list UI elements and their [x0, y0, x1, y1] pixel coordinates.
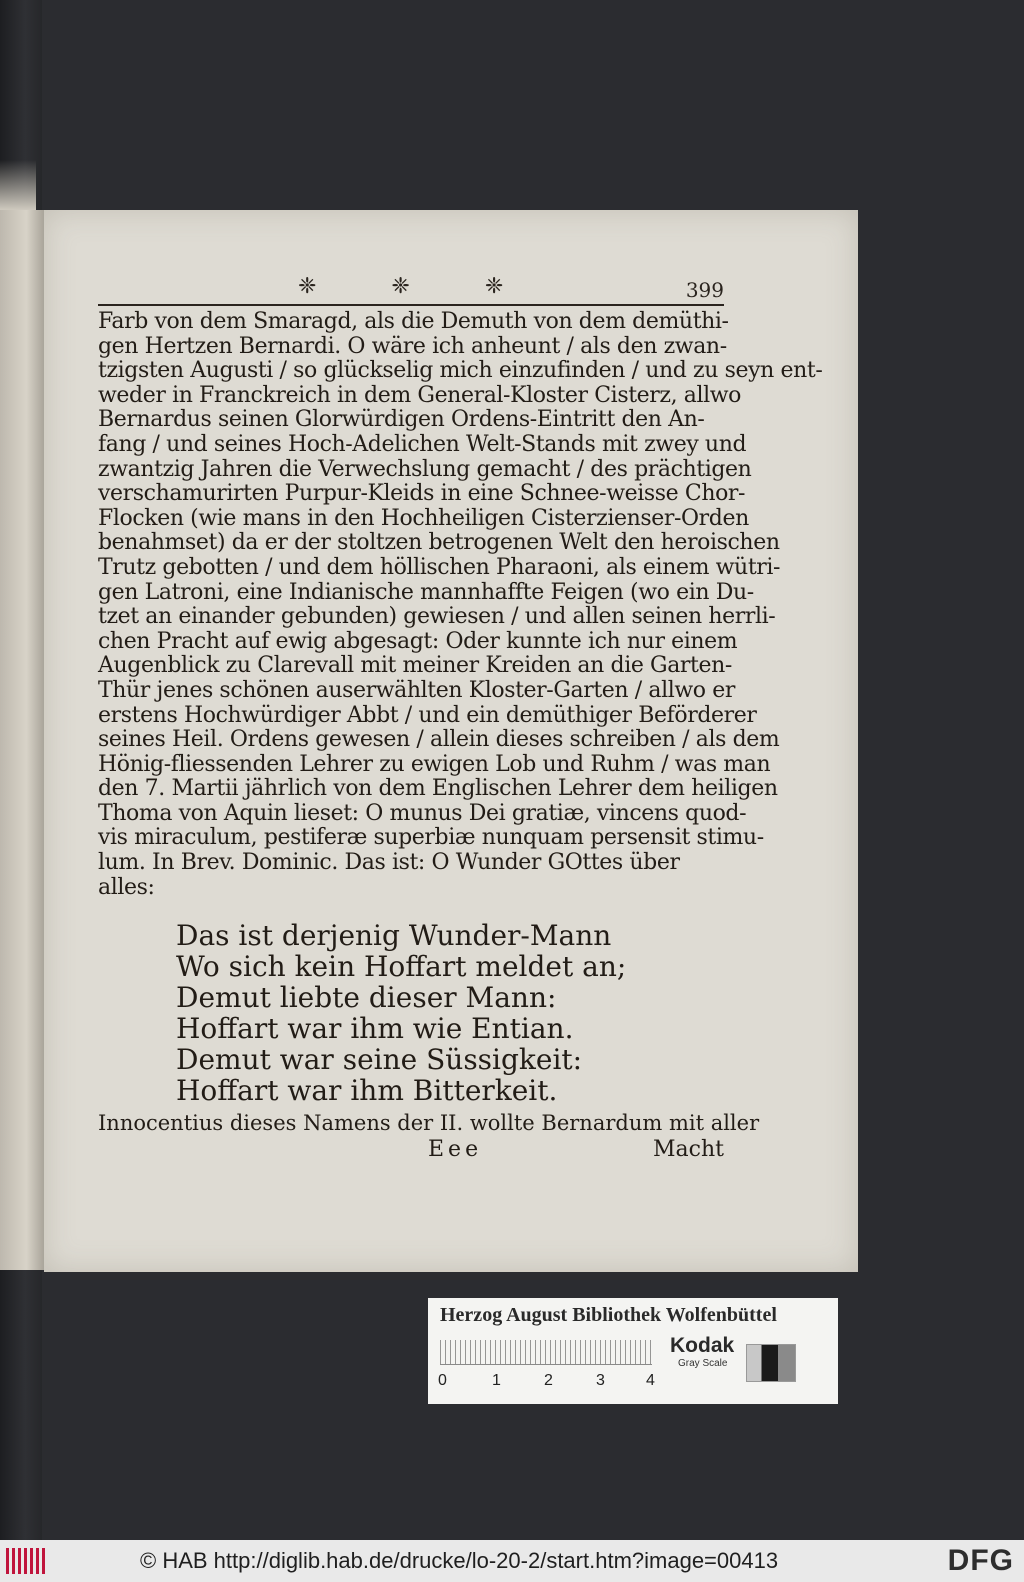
page-header: [98, 274, 724, 306]
text-line: fang / und seines Hoch-Adelichen Welt-Stands mit zwey und: [98, 431, 747, 457]
text-line: vis miraculum, pestiferæ superbiæ nunquam persensit stimu-: [98, 825, 764, 851]
page-content: [98, 274, 823, 1165]
facing-page-edge: [0, 210, 44, 1270]
text-line: chen Pracht auf ewig abgesagt: Oder kunnte ich nur einem: [98, 628, 738, 654]
ruler-label: 3: [596, 1372, 605, 1389]
text-line: erstens Hochwürdiger Abbt / und ein demüthiger Beförderer: [98, 702, 757, 728]
catchword: Macht: [653, 1137, 724, 1163]
footer-bar: [0, 1540, 1024, 1582]
text-line: seines Heil. Ordens gewesen / allein dieses schreiben / als dem: [98, 727, 780, 753]
page-footer-line: [98, 1137, 724, 1165]
scale-ruler: [440, 1340, 652, 1365]
signature-mark: Eee: [428, 1137, 483, 1163]
text-line: Thoma von Aquin lieset: O munus Dei gratiæ, vincens quod-: [98, 800, 747, 826]
text-line: tzigsten Augusti / so glückselig mich einzufinden / und zu seyn ent-: [98, 358, 823, 384]
closing-text: [98, 1110, 760, 1165]
text-line: Innocentius dieses Namens der II. wollte Bernardum mit aller: [98, 1111, 760, 1136]
text-line: alles:: [98, 874, 155, 900]
verse-line: Hoffart war ihm Bitterkeit.: [176, 1074, 558, 1108]
ruler-label: 1: [492, 1372, 501, 1389]
gray-scale-swatch: [746, 1344, 796, 1382]
text-line: weder in Franckreich in dem General-Kloster Cisterz, allwo: [98, 382, 742, 408]
text-line: gen Hertzen Bernardi. O wäre ich anheunt / als den zwan-: [98, 333, 727, 359]
text-line: tzet an einander gebunden) gewiesen / und allen seinen herrli-: [98, 604, 776, 630]
text-line: lum. In Brev. Dominic. Das ist: O Wunder GOttes über: [98, 850, 680, 876]
color-calibration-card: [428, 1298, 838, 1404]
text-line: Trutz gebotten / und dem höllischen Pharaoni, als einem wütri-: [98, 554, 781, 580]
text-line: Hönig-fliessenden Lehrer zu ewigen Lob und Ruhm / was man: [98, 751, 771, 777]
verse-line: Hoffart war ihm wie Entian.: [176, 1012, 574, 1046]
library-name: Herzog August Bibliothek Wolfenbüttel: [440, 1304, 777, 1326]
verse-block: [176, 920, 724, 1106]
ruler-label: 0: [438, 1372, 447, 1389]
text-line: gen Latroni, eine Indianische mannhaffte Feigen (wo ein Du-: [98, 579, 754, 605]
text-line: den 7. Martii jährlich von dem Englischen Lehrer dem heiligen: [98, 776, 778, 802]
ruler-label: 2: [544, 1372, 553, 1389]
body-text: [98, 309, 823, 900]
hab-logo-icon: [6, 1548, 46, 1574]
header-ornaments: ❈ ❈ ❈: [298, 274, 538, 299]
verse-line: Demut war seine Süssigkeit:: [176, 1043, 583, 1077]
text-line: Thür jenes schönen auserwählten Kloster-Garten / allwo er: [98, 677, 735, 703]
ruler-label: 4: [646, 1372, 655, 1389]
kodak-logo: Kodak: [670, 1334, 735, 1357]
verse-line: Wo sich kein Hoffart meldet an;: [176, 950, 627, 984]
verse-line: Das ist derjenig Wunder-Mann: [176, 919, 612, 953]
text-line: verschamurirten Purpur-Kleids in eine Schnee-weisse Chor-: [98, 481, 746, 507]
book-page: [44, 210, 858, 1272]
text-line: Augenblick zu Clarevall mit meiner Kreiden an die Garten-: [98, 653, 732, 679]
footer-url-text: © HAB http://diglib.hab.de/drucke/lo-20-2/start.htm?image=00413: [140, 1548, 779, 1573]
verse-line: Demut liebte dieser Mann:: [176, 981, 557, 1015]
text-line: benahmset) da er der stoltzen betrogenen Welt den heroischen: [98, 530, 780, 556]
text-line: zwantzig Jahren die Verwechslung gemacht / des prächtigen: [98, 456, 752, 482]
dfg-logo: DFG: [947, 1544, 1014, 1577]
text-line: Farb von dem Smaragd, als die Demuth von dem demüthi-: [98, 309, 729, 334]
text-line: Flocken (wie mans in den Hochheiligen Cisterzienser-Orden: [98, 505, 749, 531]
gray-scale-label: Gray Scale: [678, 1358, 728, 1369]
page-number: 399: [685, 278, 724, 302]
text-line: Bernardus seinen Glorwürdigen Ordens-Eintritt den An-: [98, 407, 705, 433]
